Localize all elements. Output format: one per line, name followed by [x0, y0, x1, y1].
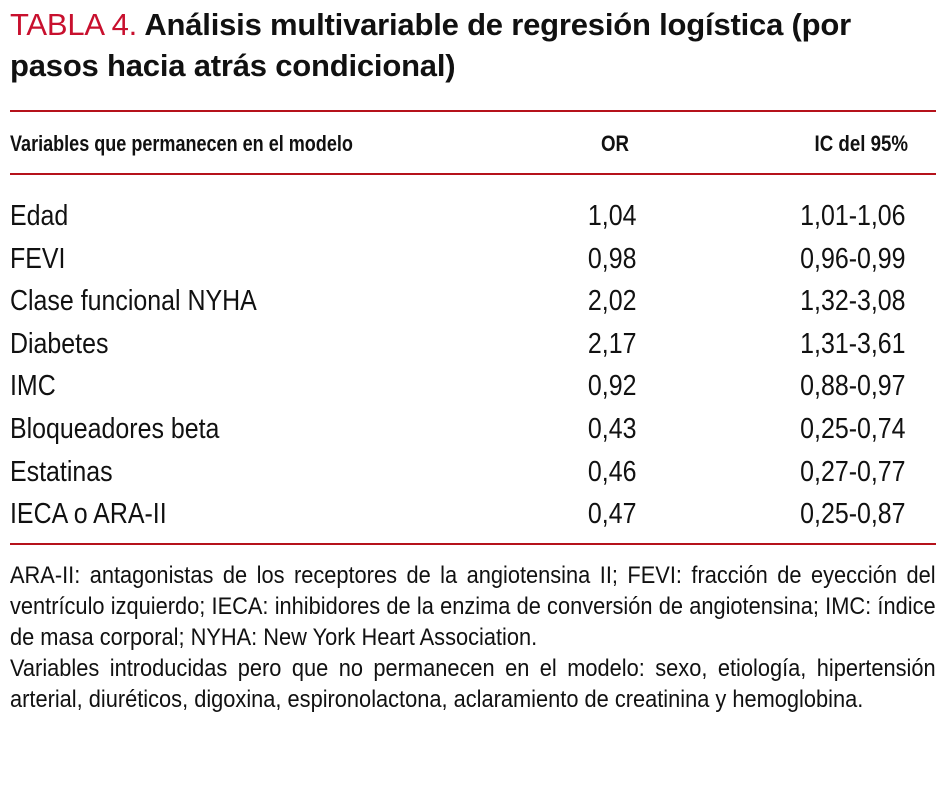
cell-or: 0,46: [587, 455, 636, 488]
table-header: [10, 126, 936, 162]
cell-variable: Clase funcional NYHA: [10, 285, 257, 318]
cell-or: 2,17: [587, 327, 636, 360]
header-variables: Variables que permanecen en el modelo: [10, 131, 353, 156]
cell-or: 1,04: [587, 200, 636, 232]
cell-ci: 1,31-3,61: [800, 327, 906, 360]
cell-ci: 0,96-0,99: [800, 242, 906, 275]
cell-ci: 0,25-0,87: [800, 498, 906, 531]
cell-or: 0,43: [587, 412, 636, 445]
cell-variable: Edad: [10, 200, 69, 232]
table-row: [10, 408, 936, 451]
header-rule: [10, 173, 936, 175]
cell-variable: IMC: [10, 370, 56, 403]
cell-variable: Diabetes: [10, 327, 109, 360]
cell-variable: FEVI: [10, 242, 66, 275]
table-footnotes: [10, 560, 936, 715]
table-row: [10, 195, 936, 238]
cell-or: 0,98: [587, 242, 636, 275]
top-rule: [10, 110, 936, 112]
table-row: [10, 280, 936, 323]
bottom-rule: [10, 543, 936, 545]
table-row: [10, 451, 936, 494]
cell-or: 0,92: [587, 370, 636, 403]
table-row: [10, 365, 936, 408]
table-row: [10, 323, 936, 366]
footnote-abbreviations: ARA-II: antagonistas de los receptores de la angiotensina II; FEVI: fracción de eyección del ventrículo izquierdo; IECA: inhibidores de la enzima de conversión de angiotensina; IMC: índice de masa corporal; NYHA: New York Heart Association.: [10, 562, 936, 651]
cell-ci: 1,01-1,06: [800, 200, 906, 232]
cell-variable: IECA o ARA-II: [10, 498, 167, 531]
table-row: [10, 238, 936, 281]
cell-ci: 0,25-0,74: [800, 412, 906, 445]
footnote-excluded-variables: Variables introducidas pero que no permanecen en el modelo: sexo, etiología, hipertensión arterial, diuréticos, digoxina, espironolactona, aclaramiento de creatinina y hemoglobina.: [10, 655, 936, 713]
cell-ci: 0,88-0,97: [800, 370, 906, 403]
header-ci: IC del 95%: [814, 131, 908, 156]
table-title-text: Análisis multivariable de regresión logística (por pasos hacia atrás condicional): [10, 7, 851, 83]
cell-ci: 0,27-0,77: [800, 455, 906, 488]
cell-or: 2,02: [587, 285, 636, 318]
table-figure: [10, 4, 936, 713]
table-label: TABLA 4.: [10, 7, 138, 42]
cell-ci: 1,32-3,08: [800, 285, 906, 318]
cell-or: 0,47: [587, 498, 636, 531]
header-or: OR: [600, 131, 630, 156]
table-body: [10, 195, 936, 536]
table-row: [10, 493, 936, 536]
cell-variable: Bloqueadores beta: [10, 412, 220, 445]
cell-variable: Estatinas: [10, 455, 113, 488]
table-title: [10, 4, 936, 86]
footnotes-block: [10, 560, 936, 715]
